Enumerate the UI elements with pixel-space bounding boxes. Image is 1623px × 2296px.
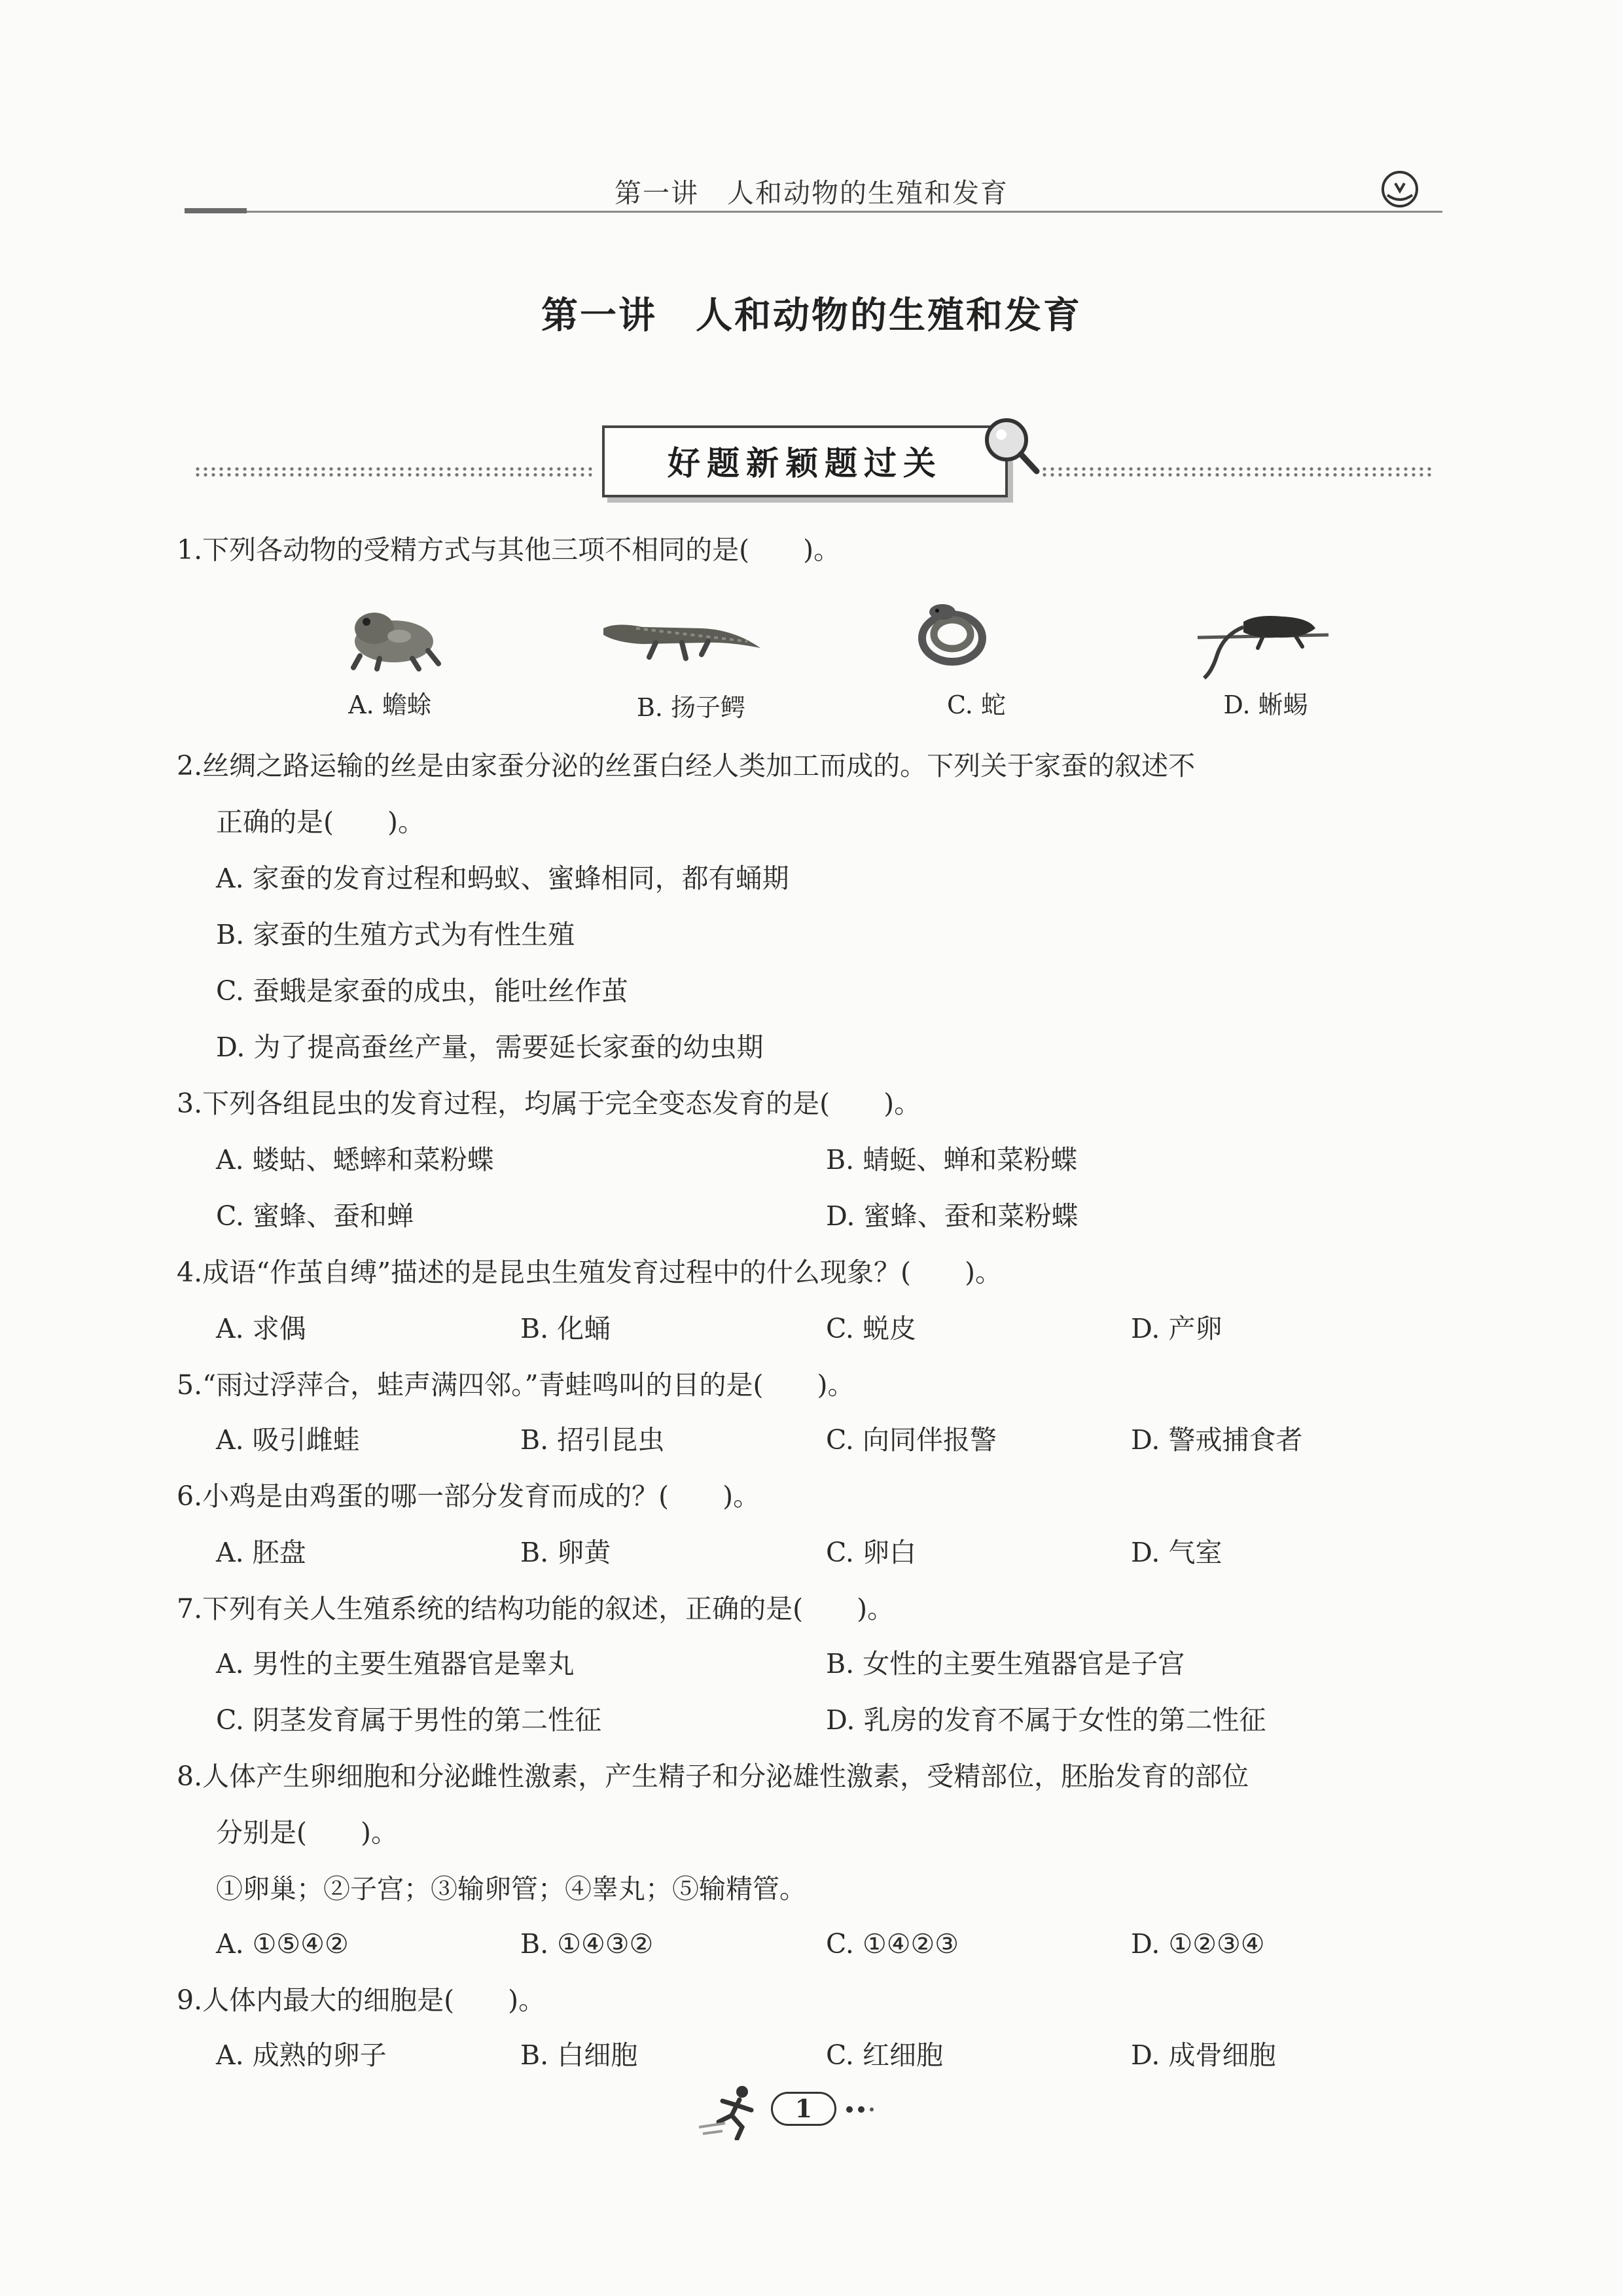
snake-image [916, 592, 988, 671]
question-7 [177, 1589, 1446, 1628]
option: A. 蝼蛄、蟋蟀和菜粉蝶 [216, 1144, 494, 1175]
page-title: 第一讲 人和动物的生殖和发育 [541, 295, 1082, 337]
option: C. 向同伴报警 [826, 1424, 997, 1456]
page-number: 1 [771, 2092, 836, 2126]
question-2 [177, 746, 1446, 785]
option: A. 胚盘 [216, 1537, 306, 1568]
footer-dots [844, 2105, 877, 2114]
option: C. ①④②③ [826, 1928, 959, 1960]
question-stem: “雨过浮萍合，蛙声满四邻。”青蛙鸣叫的目的是( )。 [202, 1369, 855, 1401]
question-8 [177, 1757, 1446, 1796]
option: B. 卵黄 [520, 1537, 611, 1568]
option: B. 女性的主要生殖器官是子宫 [826, 1648, 1185, 1679]
question-stem: 人体内最大的细胞是( )。 [202, 1984, 546, 2016]
image-caption: A. 蟾蜍 [348, 691, 432, 719]
question-number: 8. [177, 1761, 203, 1792]
question-number: 7. [177, 1593, 203, 1624]
question-stem: 下列有关人生殖系统的结构功能的叙述，正确的是( )。 [202, 1593, 895, 1624]
header-rule [185, 211, 1442, 213]
toad-image [340, 596, 445, 674]
question-9 [177, 1981, 1446, 2020]
lizard-image [1198, 609, 1335, 681]
option: A. 男性的主要生殖器官是睾丸 [216, 1648, 575, 1679]
option: B. 家蚕的生殖方式为有性生殖 [216, 919, 575, 950]
question-number: 4. [177, 1257, 203, 1288]
option: D. 警戒捕食者 [1131, 1424, 1303, 1456]
question-number: 9. [177, 1984, 203, 2016]
question-stem: 下列各组昆虫的发育过程，均属于完全变态发育的是( )。 [202, 1088, 921, 1119]
question-number: 3. [177, 1088, 203, 1119]
question-6 [177, 1477, 1446, 1516]
option: B. 化蛹 [520, 1313, 611, 1344]
question-stem: 人体产生卵细胞和分泌雌性激素，产生精子和分泌雄性激素，受精部位，胚胎发育的部位 [202, 1761, 1249, 1792]
banner-dots-left [194, 466, 593, 478]
option: C. 阴茎发育属于男性的第二性征 [216, 1704, 601, 1736]
option: B. 招引昆虫 [520, 1424, 665, 1456]
option: C. 蜕皮 [826, 1313, 916, 1344]
option: C. 卵白 [826, 1537, 916, 1568]
question-stem-continued: 正确的是( )。 [216, 806, 425, 838]
question-note: ①卵巢；②子宫；③输卵管；④睾丸；⑤输精管。 [216, 1873, 806, 1905]
question-stem: 下列各动物的受精方式与其他三项不相同的是( )。 [202, 534, 841, 565]
option: D. ①②③④ [1131, 1928, 1265, 1960]
question-4 [177, 1253, 1446, 1292]
option: A. 家蚕的发育过程和蚂蚁、蜜蜂相同，都有蛹期 [216, 863, 789, 894]
question-number: 2. [177, 750, 203, 781]
option: C. 蚕蛾是家蚕的成虫，能吐丝作茧 [216, 975, 628, 1007]
option: A. 成熟的卵子 [216, 2039, 387, 2071]
alligator-image [597, 602, 767, 668]
option: D. 成骨细胞 [1131, 2039, 1276, 2071]
running-header: 第一讲 人和动物的生殖和发育 [615, 177, 1008, 209]
question-number: 5. [177, 1369, 203, 1401]
emblem-icon [1380, 169, 1420, 209]
option: C. 红细胞 [826, 2039, 943, 2071]
option: B. 白细胞 [520, 2039, 638, 2071]
question-number: 6. [177, 1480, 203, 1512]
option: C. 蜜蜂、蚕和蝉 [216, 1200, 414, 1232]
question-3 [177, 1084, 1446, 1123]
option: D. 产卵 [1131, 1313, 1222, 1344]
question-5 [177, 1365, 1446, 1405]
magnifier-icon [974, 412, 1046, 484]
option: A. 求偶 [216, 1313, 306, 1344]
section-banner-title: 好题新颖题过关 [668, 444, 942, 482]
image-caption: C. 蛇 [947, 691, 1006, 719]
question-stem: 小鸡是由鸡蛋的哪一部分发育而成的？( )。 [202, 1480, 760, 1512]
option: D. 气室 [1131, 1537, 1222, 1568]
option: D. 为了提高蚕丝产量，需要延长家蚕的幼虫期 [216, 1031, 764, 1063]
option: A. ①⑤④② [216, 1928, 349, 1960]
option: D. 乳房的发育不属于女性的第二性征 [826, 1704, 1266, 1736]
header-rule-accent [185, 208, 247, 213]
image-caption: D. 蜥蜴 [1223, 691, 1308, 719]
question-1 [177, 530, 1446, 569]
question-stem: 成语“作茧自缚”描述的是昆虫生殖发育过程中的什么现象？( )。 [202, 1257, 1003, 1288]
option: B. 蜻蜓、蝉和菜粉蝶 [826, 1144, 1078, 1175]
runner-icon [699, 2081, 771, 2140]
question-stem: 丝绸之路运输的丝是由家蚕分泌的丝蛋白经人类加工而成的。下列关于家蚕的叙述不 [202, 750, 1196, 781]
image-caption: B. 扬子鳄 [636, 693, 746, 722]
banner-dots-right [1041, 466, 1433, 478]
option: B. ①④③② [520, 1928, 654, 1960]
question-number: 1. [177, 534, 203, 565]
question-stem-continued: 分别是( )。 [216, 1817, 398, 1848]
option: D. 蜜蜂、蚕和菜粉蝶 [826, 1200, 1079, 1232]
option: A. 吸引雌蛙 [216, 1424, 360, 1456]
